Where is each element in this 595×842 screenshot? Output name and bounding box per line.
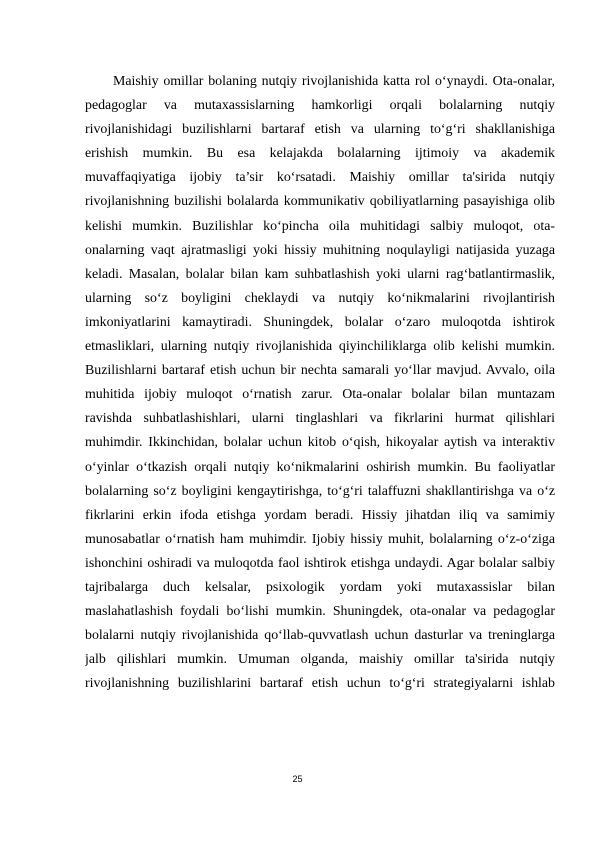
paragraph-line: muhitida ijobiy muloqot o‘rnatish zarur. Ota-onalar bolalar bilan muntazam	[85, 387, 555, 403]
paragraph-line: bolalarni nutqiy rivojlanishida qo‘llab-quvvatlash uchun dasturlar va treninglarga	[85, 628, 555, 644]
paragraph-line: maslahatlashish foydali bo‘lishi mumkin. Shuningdek, ota-onalar va pedagoglar	[85, 604, 555, 620]
paragraph-line: muvaffaqiyatiga ijobiy ta’sir ko‘rsatadi. Maishiy omillar ta'sirida nutqiy	[85, 170, 555, 186]
paragraph-line: Buzilishlarni bartaraf etish uchun bir nechta samarali yo‘llar mavjud. Avvalo, oila	[85, 363, 555, 379]
paragraph-line: rivojlanishning buzilishi bolalarda kommunikativ qobiliyatlarning pasayishiga olib	[85, 194, 555, 210]
paragraph-line: etmasliklari, ularning nutqiy rivojlanishida qiyinchiliklarga olib kelishi mumkin.	[85, 339, 555, 355]
paragraph-line: muhimdir. Ikkinchidan, bolalar uchun kitob o‘qish, hikoyalar aytish va interaktiv	[85, 435, 555, 451]
page-number: 25	[292, 774, 303, 784]
paragraph-line: tajribalarga duch kelsalar, psixologik yordam yoki mutaxassislar bilan	[85, 579, 555, 595]
paragraph-line: bolalarning so‘z boyligini kengaytirishga, to‘g‘ri talaffuzni shakllantirishga va o‘z	[85, 483, 555, 499]
paragraph-line: fikrlarini erkin ifoda etishga yordam beradi. Hissiy jihatdan iliq va samimiy	[85, 507, 555, 523]
paragraph-line: erishish mumkin. Bu esa kelajakda bolalarning ijtimoiy va akademik	[85, 146, 555, 162]
paragraph-line: rivojlanishidagi buzilishlarni bartaraf etish va ularning to‘g‘ri shakllanishiga	[85, 122, 555, 138]
paragraph-line: keladi. Masalan, bolalar bilan kam suhbatlashish yoki ularni rag‘batlantirmaslik,	[85, 266, 555, 282]
paragraph-line: ularning so‘z boyligini cheklaydi va nutqiy ko‘nikmalarini rivojlantirish	[85, 290, 555, 306]
paragraph-line: ishonchini oshiradi va muloqotda faol ishtirok etishga undaydi. Agar bolalar salbiy	[85, 555, 555, 571]
body-paragraph	[85, 70, 555, 696]
paragraph-line: kelishi mumkin. Buzilishlar ko‘pincha oila muhitidagi salbiy muloqot, ota-	[85, 218, 555, 234]
paragraph-line: Maishiy omillar bolaning nutqiy rivojlanishida katta rol o‘ynaydi. Ota-onalar,	[113, 74, 555, 89]
paragraph-line: munosabatlar o‘rnatish ham muhimdir. Ijobiy hissiy muhit, bolalarning o‘z-o‘ziga	[85, 531, 555, 547]
paragraph-line: pedagoglar va mutaxassislarning hamkorligi orqali bolalarning nutqiy	[85, 98, 555, 114]
paragraph-line: ravishda suhbatlashishlari, ularni tinglashlari va fikrlarini hurmat qilishlari	[85, 411, 555, 427]
paragraph-line: imkoniyatlarini kamaytiradi. Shuningdek, bolalar o‘zaro muloqotda ishtirok	[85, 314, 555, 330]
paragraph-line: onalarning vaqt ajratmasligi yoki hissiy muhitning noqulayligi natijasida yuzaga	[85, 242, 555, 258]
paragraph-line: o‘yinlar o‘tkazish orqali nutqiy ko‘nikmalarini oshirish mumkin. Bu faoliyatlar	[85, 459, 555, 475]
paragraph-line: jalb qilishlari mumkin. Umuman olganda, maishiy omillar ta'sirida nutqiy	[85, 652, 555, 668]
paragraph-line: rivojlanishning buzilishlarini bartaraf etish uchun to‘g‘ri strategiyalarni ishlab	[85, 676, 555, 692]
